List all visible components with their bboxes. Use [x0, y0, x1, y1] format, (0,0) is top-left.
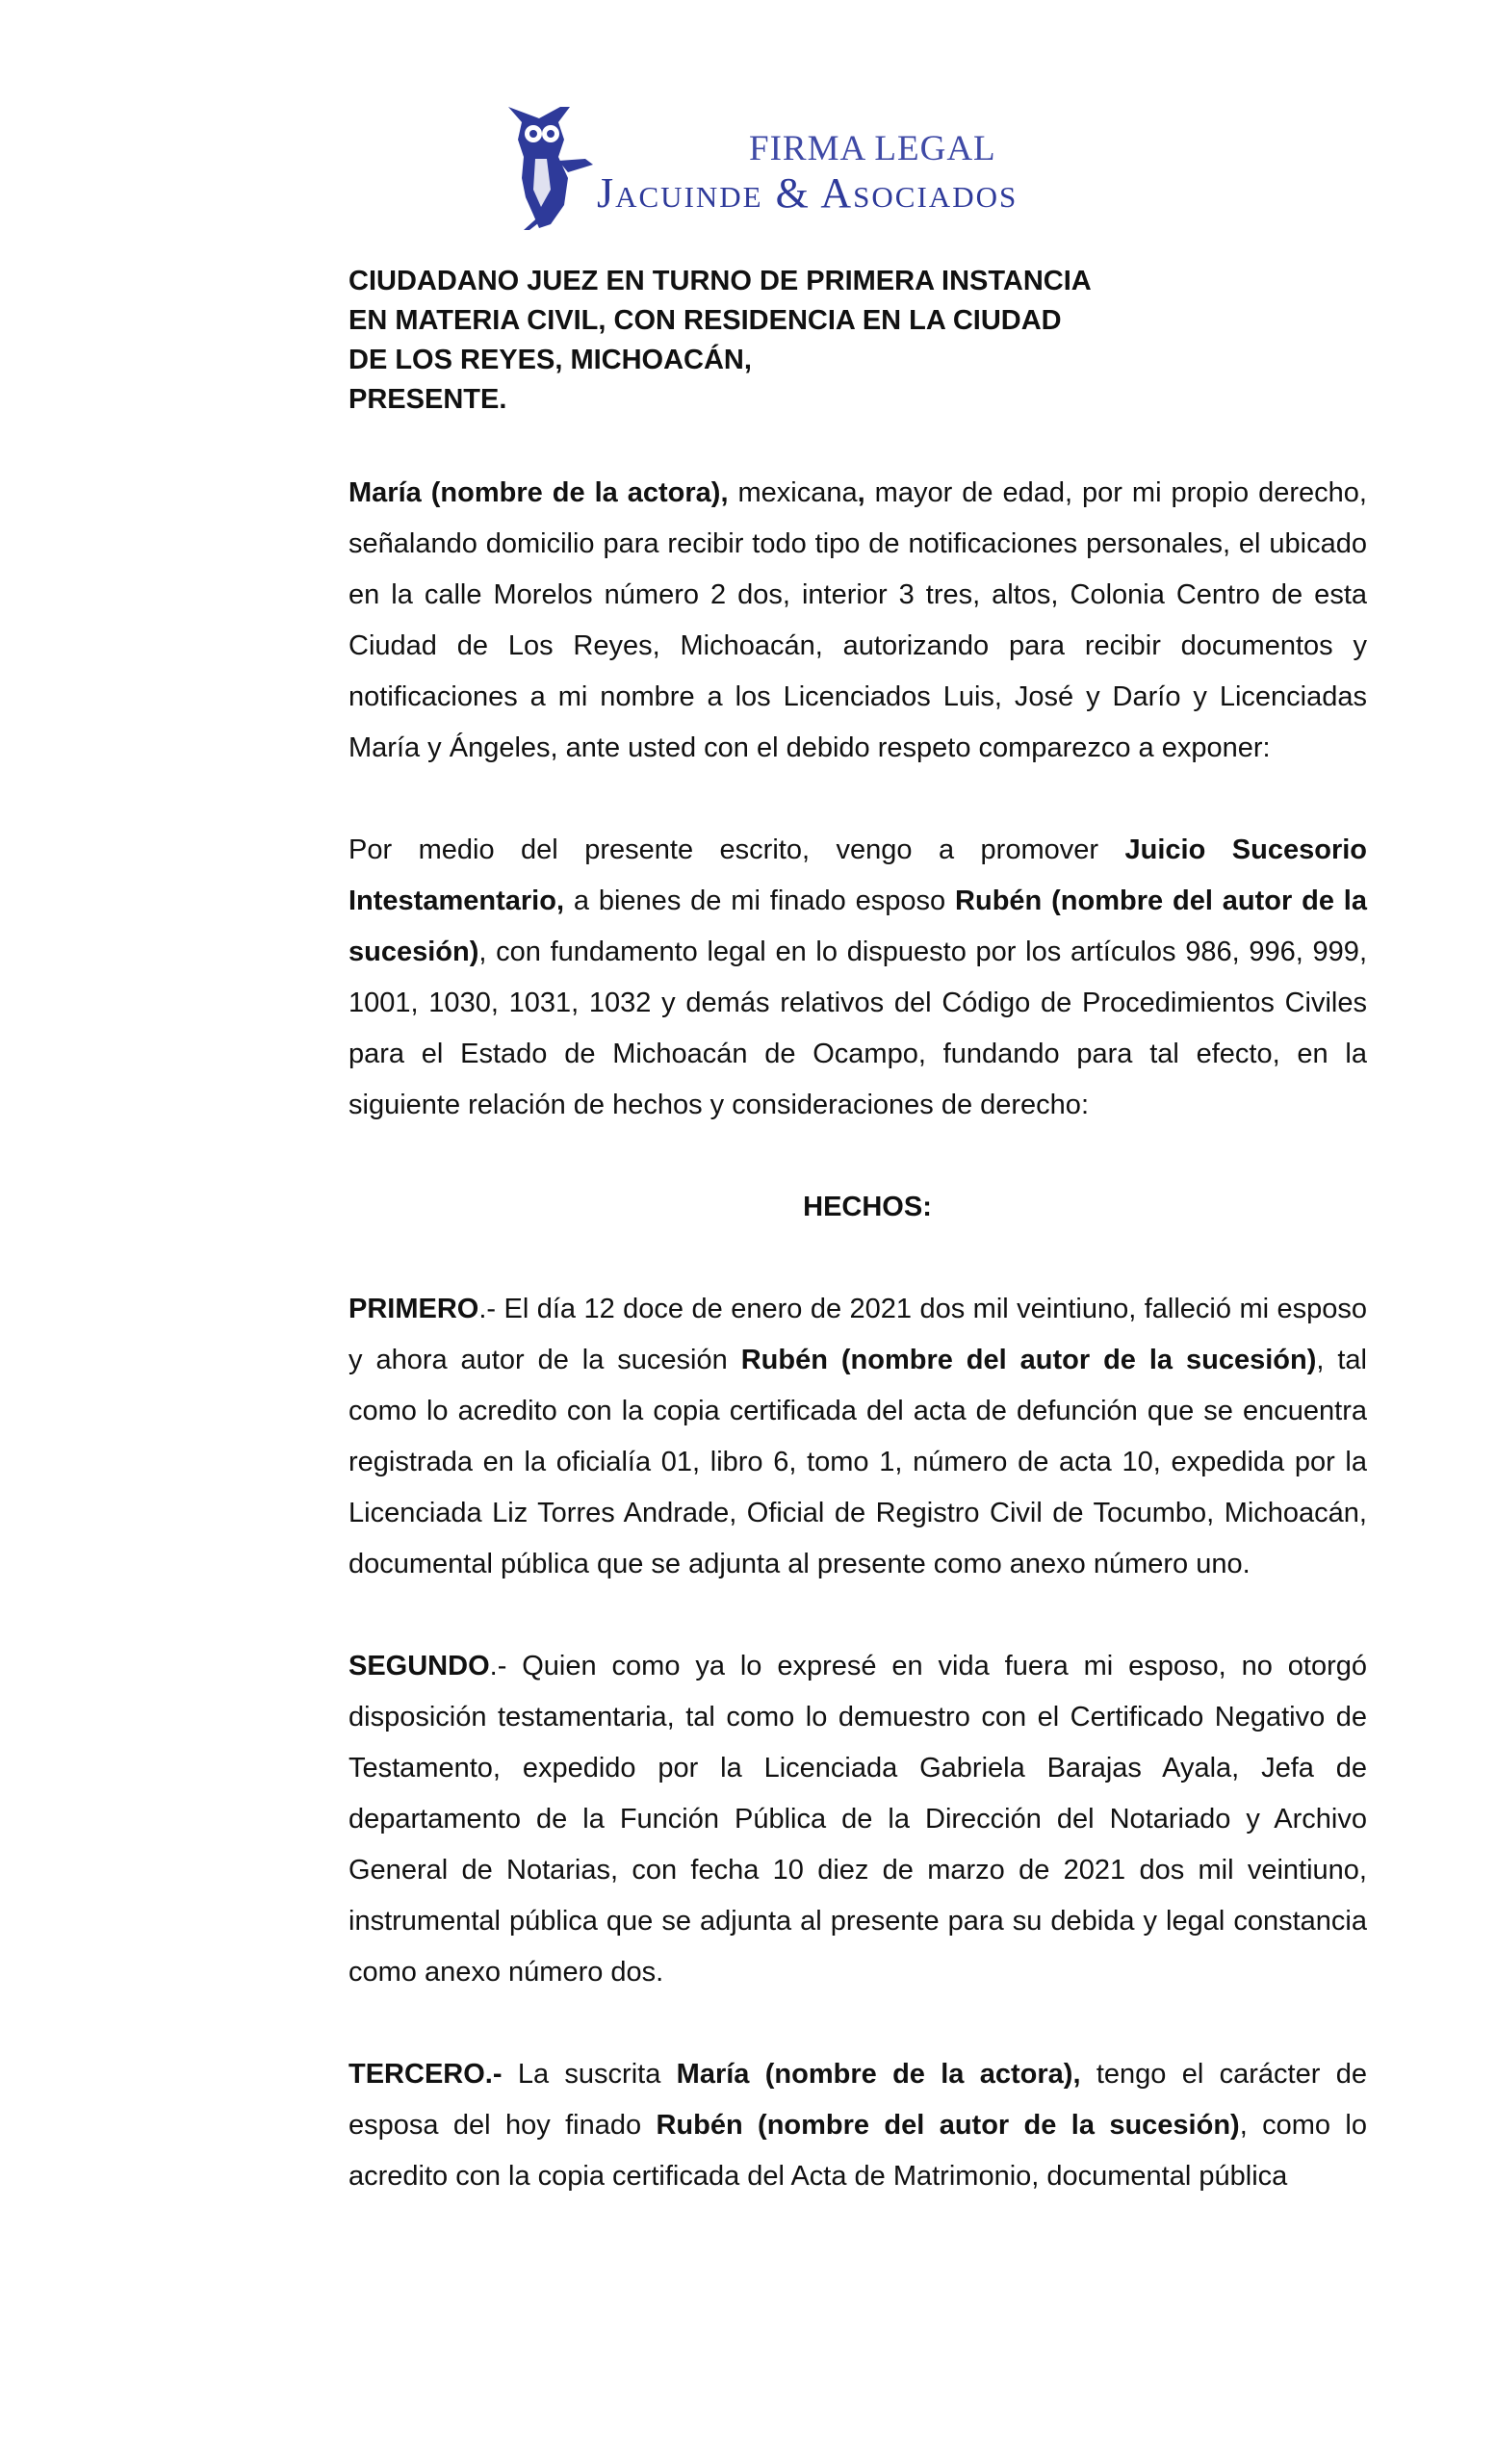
owl-icon	[501, 101, 597, 236]
addressee-line: EN MATERIA CIVIL, CON RESIDENCIA EN LA CIUDAD	[348, 305, 1062, 336]
hecho-label: PRIMERO	[348, 1294, 479, 1324]
addressee-line: PRESENTE.	[348, 384, 507, 415]
actora-name: María (nombre de la actora),	[348, 477, 729, 508]
juicio-name: Juicio Sucesorio Intestamentario,	[348, 834, 1367, 916]
hecho-text: , como lo acredito con la copia certificada del Acta de Matrimonio, documental pública	[348, 2110, 1367, 2192]
hecho-text: , tal como lo acredito con la copia certificada del acta de defunción que se encuentra registrada en la oficialía 01, libro 6, tomo 1, número de acta 10, expedida por la Licenciada Liz Torres Andrade, Oficial de Registro Civil de Tocumbo, Michoacán, documental pública que se adjunta al presente como anexo número uno.	[348, 1345, 1368, 1579]
hecho-tercero	[348, 2049, 1367, 2202]
hechos-heading: HECHOS:	[803, 1192, 932, 1222]
firm-logo	[501, 101, 1174, 236]
hecho-text: .- El día 12 doce de enero de 2021 dos mil veintiuno, falleció mi esposo y ahora autor de la sucesión	[348, 1294, 1367, 1375]
actora-name: María (nombre de la actora),	[676, 2059, 1081, 2090]
addressee-line: CIUDADANO JUEZ EN TURNO DE PRIMERA INSTANCIA	[348, 266, 1092, 296]
promueve-text: a bienes de mi finado esposo	[564, 886, 956, 916]
hecho-label: TERCERO.-	[348, 2059, 503, 2090]
hecho-label: SEGUNDO	[348, 1651, 490, 1681]
hecho-segundo	[348, 1641, 1367, 1998]
promueve-paragraph	[348, 825, 1367, 1131]
hecho-text: .- Quien como ya lo expresé en vida fuera mi esposo, no otorgó disposición testamentaria, tal como lo demuestro con el Certificado Negativo de Testamento, expedido por la Licenciada Gabriela Barajas Ayala, Jefa de departamento de la Función Pública de la Dirección del Notariado y Archivo General de Notarias, con fecha 10 diez de marzo de 2021 dos mil veintiuno, instrumental pública que se adjunta al presente para su debida y legal constancia como anexo número dos.	[348, 1651, 1367, 1988]
hecho-text: La suscrita	[502, 2059, 677, 2090]
autor-name: Rubén (nombre del autor de la sucesión)	[348, 886, 1367, 967]
intro-comma: ,	[857, 477, 865, 508]
promueve-text: Por medio del presente escrito, vengo a promover	[348, 834, 1125, 865]
addressee-line: DE LOS REYES, MICHOACÁN,	[348, 345, 752, 375]
intro-text: mayor de edad, por mi propio derecho, señalando domicilio para recibir todo tipo de notificaciones personales, el ubicado en la calle Morelos número 2 dos, interior 3 tres, altos, Colonia Centro de esta Ciudad de Los Reyes, Michoacán, autorizando para recibir documentos y notificaciones a mi nombre a los Licenciados Luis, José y Darío y Licenciadas María y Ángeles, ante usted con el debido respeto comparezco a exponer:	[348, 477, 1367, 763]
addressee-block	[348, 262, 1367, 420]
intro-text: mexicana	[728, 477, 858, 508]
autor-name: Rubén (nombre del autor de la sucesión)	[740, 1345, 1317, 1375]
logo-line-1: FIRMA LEGAL	[749, 129, 996, 168]
logo-line-2: Jacuinde & Asociados	[597, 169, 1019, 217]
document-body	[348, 262, 1367, 2202]
autor-name: Rubén (nombre del autor de la sucesión)	[656, 2110, 1240, 2141]
hecho-text: tengo el carácter de esposa del hoy finado	[348, 2059, 1367, 2141]
hecho-primero	[348, 1284, 1367, 1590]
promueve-text: , con fundamento legal en lo dispuesto por los artículos 986, 996, 999, 1001, 1030, 1031, 1032 y demás relativos del Código de Procedimientos Civiles para el Estado de Michoacán de Ocampo, fundando para tal efecto, en la siguiente relación de hechos y consideraciones de derecho:	[348, 937, 1367, 1120]
intro-paragraph	[348, 468, 1367, 774]
